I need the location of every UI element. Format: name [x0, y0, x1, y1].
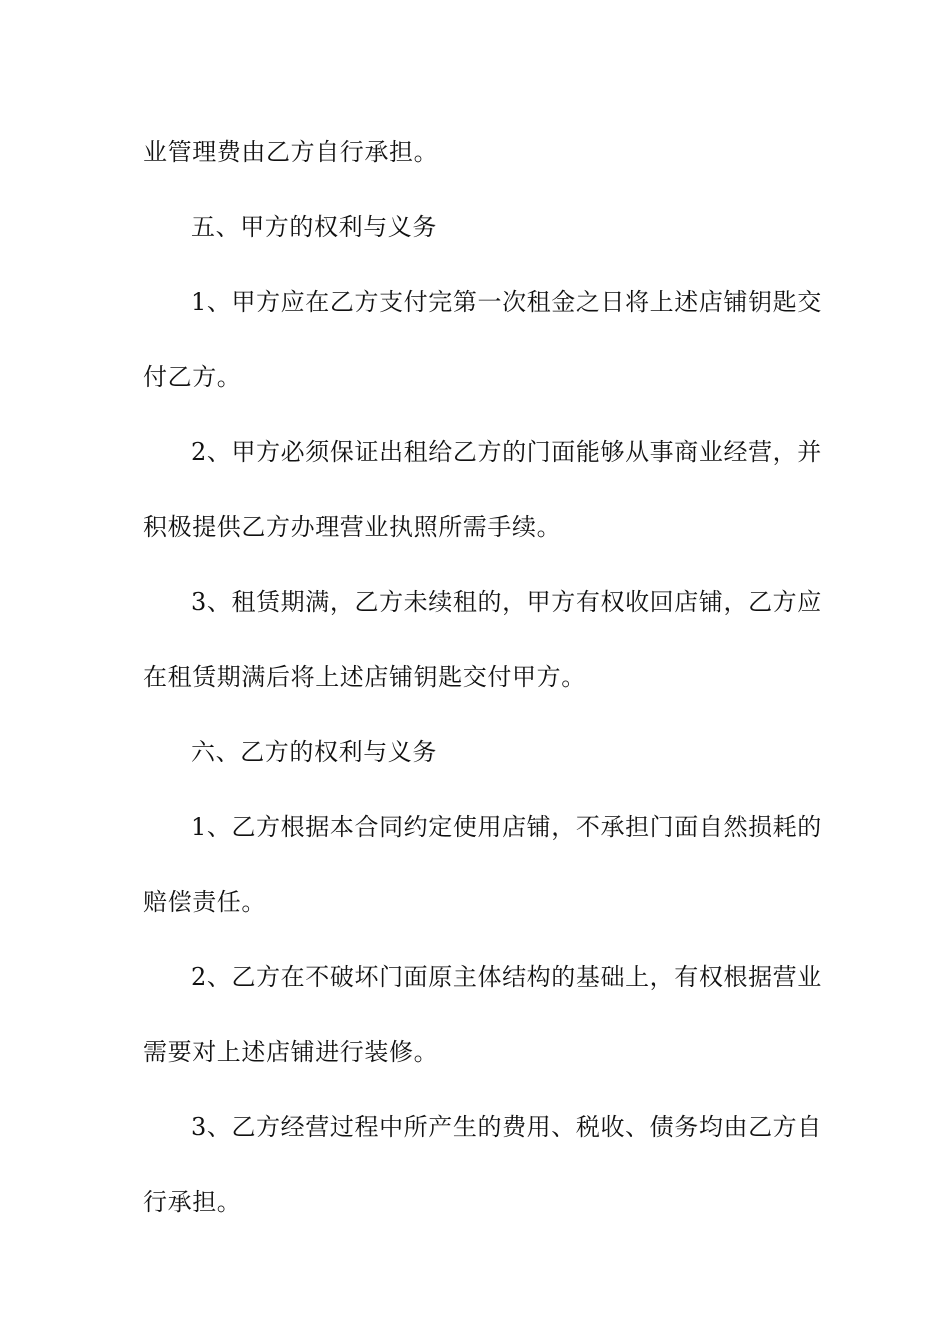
clause-5-3-line-1: 3、租赁期满，乙方未续租的，甲方有权收回店铺，乙方应 — [191, 588, 822, 616]
clause-5-3-line-2: 在租赁期满后将上述店铺钥匙交付甲方。 — [143, 663, 586, 691]
clause-6-3-line-1: 3、乙方经营过程中所产生的费用、税收、债务均由乙方自 — [191, 1113, 822, 1141]
clause-6-2-line-1: 2、乙方在不破坏门面原主体结构的基础上，有权根据营业 — [191, 963, 822, 991]
clause-6-2-line-2: 需要对上述店铺进行装修。 — [143, 1038, 439, 1066]
clause-6-1-line-2: 赔偿责任。 — [143, 888, 266, 916]
clause-6-3-line-2: 行承担。 — [143, 1188, 242, 1216]
clause-5-2-line-2: 积极提供乙方办理营业执照所需手续。 — [143, 513, 562, 541]
clause-5-2-line-1: 2、甲方必须保证出租给乙方的门面能够从事商业经营，并 — [191, 438, 822, 466]
section-heading-six: 六、乙方的权利与义务 — [191, 738, 437, 766]
text-line-continuation: 业管理费由乙方自行承担。 — [143, 138, 439, 166]
clause-5-1-line-1: 1、甲方应在乙方支付完第一次租金之日将上述店铺钥匙交 — [191, 288, 822, 316]
clause-6-1-line-1: 1、乙方根据本合同约定使用店铺，不承担门面自然损耗的 — [191, 813, 822, 841]
clause-5-1-line-2: 付乙方。 — [143, 363, 242, 391]
section-heading-five: 五、甲方的权利与义务 — [191, 213, 437, 241]
